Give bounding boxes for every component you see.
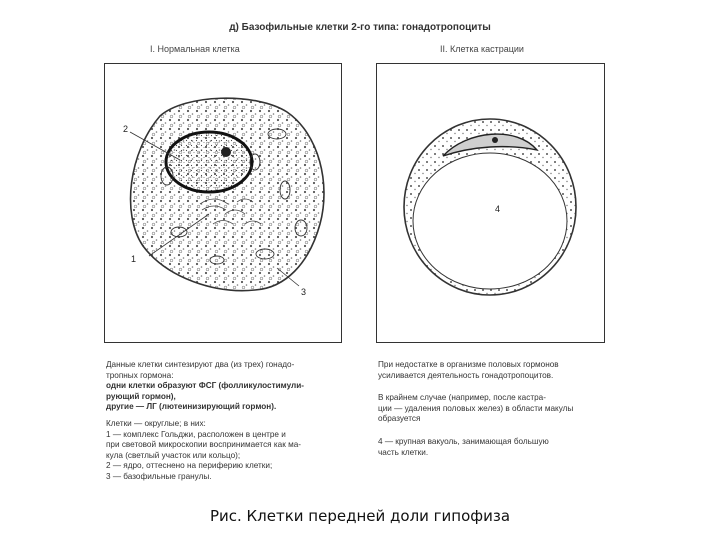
normal-cell-panel (104, 63, 342, 343)
castration-cell-panel (376, 63, 605, 343)
description-line: ции — удаления половых желез) в области макулы (378, 403, 574, 413)
nucleolus (492, 137, 498, 143)
description-line: тропных гормона: (106, 370, 174, 380)
callout-3: 3 (301, 287, 307, 297)
description-line: рующий гормон), (106, 391, 176, 401)
description-line: 1 — комплекс Гольджи, расположен в центре и (106, 429, 286, 439)
description-line: одни клетки образуют ФСГ (фолликулостимули- (106, 381, 305, 391)
description-line: 3 — базофильные гранулы. (106, 471, 212, 481)
description-line: При недостатке в организме половых гормонов (378, 360, 559, 369)
cell-membrane (131, 98, 324, 290)
description-line: образуется (378, 414, 421, 424)
page-title: д) Базофильные клетки 2-го типа: гонадотропоциты (229, 22, 491, 33)
description-line: усиливается деятельность гонадотропоцитов. (378, 370, 554, 380)
description-line: при световой микроскопии воспринимается как ма- (106, 440, 301, 450)
right-panel-label: II. Клетка кастрации (440, 44, 524, 54)
description-line: кула (светлый участок или кольцо); (106, 450, 241, 460)
normal-cell-description (106, 360, 342, 483)
left-panel-label: I. Нормальная клетка (150, 44, 240, 54)
nucleus (166, 132, 252, 192)
callout-2: 2 (123, 124, 129, 134)
castration-cell-illustration (377, 64, 604, 342)
description-line: Клетки — округлые; в них: (106, 418, 206, 428)
figure-caption: Рис. Клетки передней доли гипофиза (209, 507, 511, 525)
castration-cell-description (378, 360, 606, 458)
description-line: В крайнем случае (например, после кастра- (378, 393, 546, 403)
description-line: 4 — крупная вакуоль, занимающая большую (378, 436, 549, 446)
normal-cell-illustration (105, 64, 341, 342)
large-vacuole (413, 153, 567, 289)
description-line: 2 — ядро, оттеснено на периферию клетки; (106, 461, 273, 471)
description-line: часть клетки. (378, 447, 429, 457)
nucleolus (221, 147, 231, 157)
callout-1: 1 (131, 254, 137, 264)
description-line: Данные клетки синтезируют два (из трех) гонадо- (106, 360, 295, 369)
description-line: другие — ЛГ (лютеинизирующий гормон). (106, 402, 277, 412)
callout-4: 4 (495, 204, 501, 214)
